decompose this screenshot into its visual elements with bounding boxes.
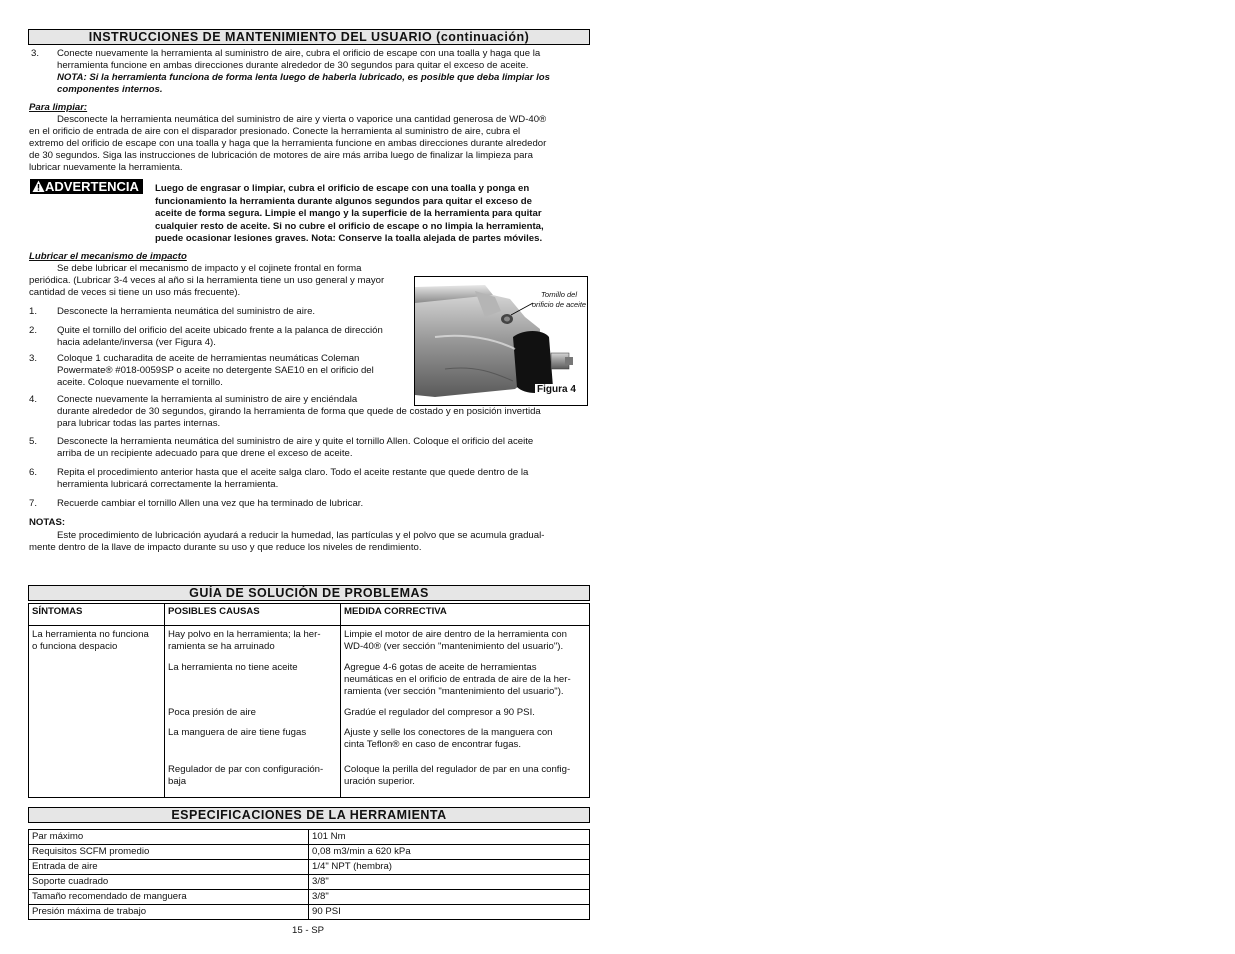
cause-item [168, 727, 337, 764]
text-line: Tornillo del [541, 290, 577, 299]
text-line: La herramienta no funciona [32, 629, 149, 640]
troubleshooting-table [28, 603, 590, 798]
text-line: orificio de aceite [531, 300, 587, 309]
text-line: Conecte nuevamente la herramienta al suministro de aire, cubra el orificio de escape con una toalla y haga que la [57, 48, 541, 59]
text-line: puede ocasionar lesiones graves. Nota: Conserve la toalla alejada de partes móviles. [155, 233, 543, 244]
clean-heading: Para limpiar: [29, 102, 88, 113]
text-line: cinta Teflon® en caso de encontrar fugas. [344, 739, 522, 750]
text-line: Repita el procedimiento anterior hasta que el aceite salga claro. Todo el aceite restante que quede dentro de la [57, 467, 529, 478]
text-line: ramienta se ha arruinado [168, 641, 275, 652]
cause-item [168, 764, 337, 788]
text-line: o funciona despacio [32, 641, 118, 652]
text-line: extremo del orificio de escape con una toalla y haga que la herramienta funcione en ambas direcciones durante alrededor [29, 138, 547, 149]
step-number: 6. [29, 467, 38, 478]
spec-value: 1/4" NPT (hembra) [309, 860, 590, 875]
spec-value: 3/8" [309, 890, 590, 905]
warning-label: ADVERTENCIA [45, 179, 139, 194]
text-line: en el orificio de entrada de aire con el disparador presionado. Conecte la herramienta al suministro de aire, cubra el [29, 126, 521, 137]
text-line: Conecte nuevamente la herramienta al suministro de aire y enciéndala [57, 394, 358, 405]
text-line: herramienta funcione en ambas direcciones durante alrededor de 30 segundos para quitar el exceso de aceite. [57, 60, 529, 71]
text-line: Limpie el motor de aire dentro de la herramienta con [344, 629, 567, 640]
text-line: Coloque la perilla del regulador de par en una config- [344, 764, 571, 775]
cause-item [168, 707, 337, 727]
text-line: Quite el tornillo del orificio del aceite ubicado frente a la palanca de dirección [57, 325, 383, 336]
remedy-item [344, 707, 586, 727]
step-number: 1. [29, 306, 38, 317]
text-line: herramienta lubricará correctamente la herramienta. [57, 479, 279, 490]
step-text [57, 498, 592, 510]
text-line: Ajuste y selle los conectores de la manguera con [344, 727, 553, 738]
text-line: Poca presión de aire [168, 707, 256, 718]
text-line: Regulador de par con configuración- [168, 764, 324, 775]
text-line: neumáticas en el orificio de entrada de aire de la her- [344, 674, 571, 685]
text-line: Desconecte la herramienta neumática del suministro de aire y quite el tornillo Allen. Coloque el orificio del aceite [57, 436, 534, 447]
remedy-item [344, 764, 586, 788]
step-number: 7. [29, 498, 38, 509]
text-line: La herramienta no tiene aceite [168, 662, 298, 673]
table-row [29, 890, 590, 905]
warning-triangle-icon [32, 180, 45, 193]
text-line: WD-40® (ver sección "mantenimiento del usuario"). [344, 641, 564, 652]
text-line: hacia adelante/inversa (ver Figura 4). [57, 337, 216, 348]
step-text [57, 325, 412, 349]
step-number: 5. [29, 436, 38, 447]
spec-value: 3/8" [309, 875, 590, 890]
notes-text [29, 530, 594, 554]
table-header-row [29, 604, 590, 626]
table-row [29, 626, 590, 798]
text-line: aceite de forma segura. Limpie el mango y la superficie de la herramienta para quitar [155, 208, 542, 219]
table-row [29, 845, 590, 860]
text-line: aceite. Coloque nuevamente el tornillo. [57, 377, 223, 388]
step-text [57, 436, 592, 460]
text-line: para lubricar todas las partes internas. [57, 418, 221, 429]
text-line: Desconecte la herramienta neumática del suministro de aire y vierta o vaporice una cantidad generosa de WD-40® [57, 114, 547, 125]
remedy-item [344, 629, 586, 662]
text-line: Desconecte la herramienta neumática del suministro de aire. [57, 306, 316, 317]
cause-item [168, 662, 337, 707]
text-line: durante alrededor de 30 segundos, girando la herramienta de forma que quede de costado y en posición invertida [57, 406, 541, 417]
step-number: 3. [29, 353, 38, 364]
page-number: 15 - SP [292, 925, 324, 936]
remedy-cell [341, 626, 590, 798]
troubleshooting-title: GUÍA DE SOLUCIÓN DE PROBLEMAS [28, 585, 590, 601]
causes-cell [165, 626, 341, 798]
specs-title: ESPECIFICACIONES DE LA HERRAMIENTA [28, 807, 590, 823]
text-line: periódica. (Lubricar 3-4 veces al año si la herramienta tiene un uso general y mayor [29, 275, 385, 286]
spec-value: 101 Nm [309, 830, 590, 845]
spec-value: 0,08 m3/min a 620 kPa [309, 845, 590, 860]
text-line: baja [168, 776, 187, 787]
text-line: Gradúe el regulador del compresor a 90 PSI. [344, 707, 535, 718]
step-text [57, 467, 592, 491]
text-line: cantidad de veces si tiene un uso más frecuente). [29, 287, 241, 298]
figure-label [530, 290, 588, 310]
text-line: Recuerde cambiar el tornillo Allen una vez que ha terminado de lubricar. [57, 498, 364, 509]
symptom-cell [29, 626, 165, 798]
impact-heading: Lubricar el mecanismo de impacto [29, 251, 187, 262]
text-line: arriba de un recipiente adecuado para que drene el exceso de aceite. [57, 448, 353, 459]
cause-item [168, 629, 337, 662]
text-line: uración superior. [344, 776, 415, 787]
text-line: de 30 segundos. Siga las instrucciones de lubricación de motores de aire más arriba luego de finalizar la limpieza para [29, 150, 533, 161]
remedy-item [344, 662, 586, 707]
step3-text [57, 48, 592, 96]
warning-badge [30, 179, 143, 194]
spec-label: Tamaño recomendado de manguera [29, 890, 309, 905]
spec-label: Soporte cuadrado [29, 875, 309, 890]
text-line: lubricar nuevamente la herramienta. [29, 162, 183, 173]
spec-value: 90 PSI [309, 905, 590, 920]
spec-label: Par máximo [29, 830, 309, 845]
text-line: Agregue 4-6 gotas de aceite de herramientas [344, 662, 537, 673]
figure-4 [414, 276, 588, 406]
text-line: La manguera de aire tiene fugas [168, 727, 307, 738]
text-line: Este procedimiento de lubricación ayudará a reducir la humedad, las partículas y el polvo que se acumula gradual- [57, 530, 545, 541]
note-line: componentes internos. [57, 84, 163, 95]
notes-heading: NOTAS: [29, 517, 66, 528]
text-line: ramienta (ver sección "mantenimiento del usuario"). [344, 686, 564, 697]
impact-intro [29, 263, 414, 299]
step-number: 2. [29, 325, 38, 336]
text-line: mente dentro de la llave de impacto durante su uso y que reduce los niveles de rendimiento. [29, 542, 422, 553]
spec-label: Presión máxima de trabajo [29, 905, 309, 920]
clean-text [29, 114, 594, 174]
step-text [57, 353, 412, 389]
table-row [29, 830, 590, 845]
text-line: Se debe lubricar el mecanismo de impacto y el cojinete frontal en forma [57, 263, 362, 274]
text-line: cualquier resto de aceite. Si no cubre el orificio de escape o no limpia la herramienta, [155, 220, 544, 232]
table-row [29, 875, 590, 890]
text-line: Powermate® #018-0059SP o aceite no detergente SAE10 en el orificio del [57, 365, 374, 376]
note-line: NOTA: Si la herramienta funciona de forma lenta luego de haberla lubricado, es posible que deba limpiar los [57, 72, 550, 83]
table-row [29, 905, 590, 920]
text-line: Coloque 1 cucharadita de aceite de herramientas neumáticas Coleman [57, 353, 360, 364]
maintenance-title: INSTRUCCIONES DE MANTENIMIENTO DEL USUARIO (continuación) [28, 29, 590, 45]
text-line: Hay polvo en la herramienta; la her- [168, 629, 321, 640]
spec-label: Requisitos SCFM promedio [29, 845, 309, 860]
column-header: SÍNTOMAS [29, 604, 165, 626]
column-header: MEDIDA CORRECTIVA [341, 604, 590, 626]
column-header: POSIBLES CAUSAS [165, 604, 341, 626]
step-number: 3. [31, 48, 40, 59]
step-text [57, 306, 412, 318]
remedy-item [344, 727, 586, 764]
spec-label: Entrada de aire [29, 860, 309, 875]
table-row [29, 860, 590, 875]
text-line: funcionamiento la herramienta durante algunos segundos para quitar el exceso de [155, 195, 532, 207]
text-line: Luego de engrasar o limpiar, cubra el orificio de escape con una toalla y ponga en [155, 183, 530, 194]
specs-table [28, 829, 590, 920]
figure-caption: Figura 4 [537, 384, 576, 395]
step-number: 4. [29, 394, 38, 405]
warning-text [155, 183, 595, 246]
